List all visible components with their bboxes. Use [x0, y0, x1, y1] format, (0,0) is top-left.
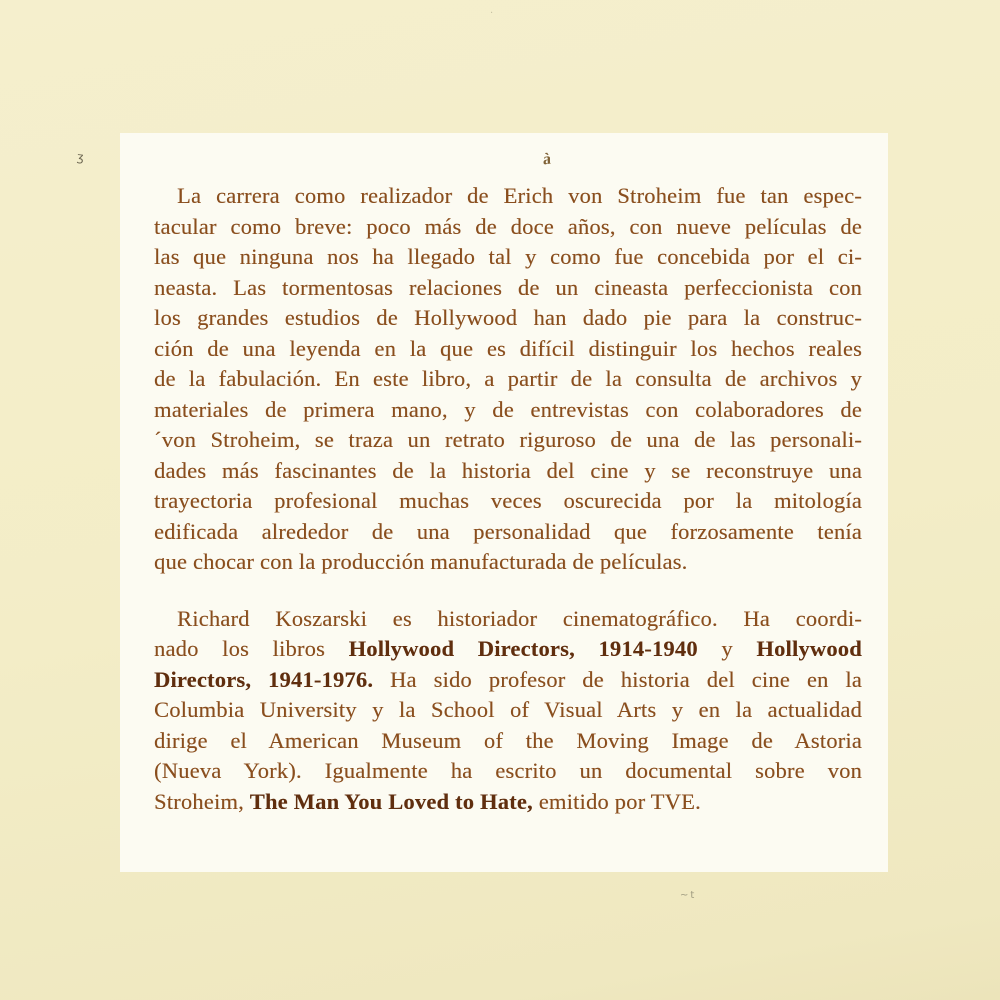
text-line: dirige el American Museum of the Moving Image de Astoria [154, 727, 862, 753]
text-panel [120, 133, 888, 872]
film-title-segment: The Man You Loved to Hate, [249, 788, 533, 814]
text-line: tacular como breve: poco más de doce años, con nueve películas de [154, 213, 862, 239]
text-line: La carrera como realizador de Erich von Stroheim fue tan espec- [177, 183, 862, 208]
text-line: Columbia University y la School of Visual Arts y en la actualidad [154, 697, 862, 722]
text-line: dades más fascinantes de la historia del cine y se reconstruye una [154, 457, 862, 483]
text-line: que chocar con la producción manufacturada de películas. [154, 549, 688, 574]
book-title-segment: Directors, 1941-1976. [154, 666, 374, 692]
scan-speck-top: · [490, 8, 494, 19]
text-line [154, 665, 862, 696]
synopsis-paragraph [154, 181, 862, 578]
text-line: las que ninguna nos ha llegado tal y como fue concebida por el ci- [154, 244, 862, 269]
author-bio-paragraph [154, 604, 862, 818]
text-line: neasta. Las tormentosas relaciones de un cineasta perfeccionista con [154, 274, 862, 300]
text-line: los grandes estudios de Hollywood han dado pie para la construc- [154, 305, 862, 330]
text-segment: Ha sido profesor de historia del cine en la [373, 666, 862, 692]
text-block [154, 181, 862, 817]
text-segment: y [697, 636, 757, 661]
text-segment: Stroheim, [154, 788, 250, 814]
book-title-segment: Hollywood [756, 636, 862, 661]
text-line: ´von Stroheim, se traza un retrato riguroso de una de las personali- [154, 427, 862, 452]
scan-speck-left: ʒ [76, 149, 85, 165]
book-title-segment: Hollywood Directors, 1914-1940 [348, 636, 698, 661]
text-line: trayectoria profesional muchas veces oscurecida por la mitología [154, 488, 862, 513]
text-line: de la fabulación. En este libro, a partir de la consulta de archivos y [154, 366, 862, 391]
text-segment: emitido por TVE. [532, 788, 701, 814]
text-line [154, 787, 862, 818]
text-line: Richard Koszarski es historiador cinematográfico. Ha coordi- [177, 605, 862, 631]
text-line: (Nueva York). Igualmente ha escrito un documental sobre von [154, 758, 862, 783]
ornament-mark: à [543, 150, 551, 169]
scan-speck-bottom: ~t [680, 890, 697, 901]
text-line: edificada alrededor de una personalidad que forzosamente tenía [154, 518, 862, 544]
text-line [154, 634, 862, 665]
text-line: ción de una leyenda en la que es difícil distinguir los hechos reales [154, 335, 862, 361]
text-line: materiales de primera mano, y de entrevistas con colaboradores de [154, 396, 862, 422]
text-segment: nado los libros [154, 636, 349, 661]
